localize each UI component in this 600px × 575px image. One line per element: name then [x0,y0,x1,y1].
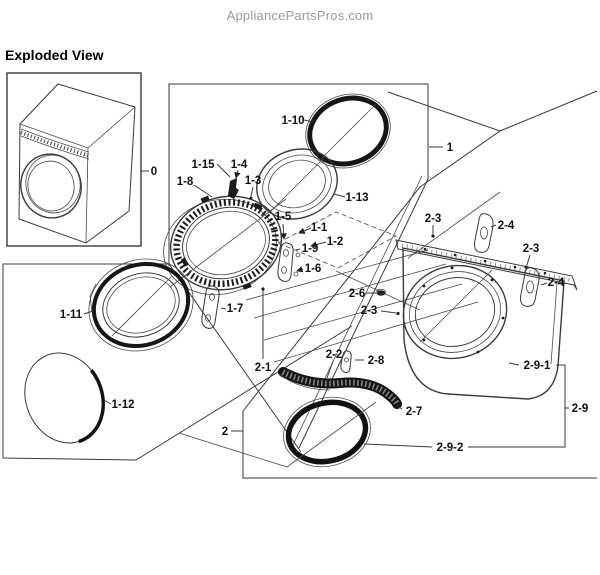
part-label-2-3-a: 2-3 [424,213,442,225]
part-label-1-12: 1-12 [111,399,135,411]
door-glass-1-12 [12,341,117,455]
part-label-1-5: 1-5 [274,211,292,223]
part-label-1-7: 1-7 [226,303,244,315]
part-label-2-3-c: 2-3 [360,305,378,317]
part-label-1-9: 1-9 [301,243,319,255]
zone-2-top-link [388,92,500,131]
part-label-2-1: 2-1 [254,362,272,374]
page-title: Exploded View [5,47,104,63]
appliance-thumbnail [14,84,135,243]
zone-0-box [7,73,141,246]
part-label-2-9-1: 2-9-1 [523,360,551,372]
part-label-1-3: 1-3 [244,175,262,187]
site-header-text: AppliancePartsPros.com [226,8,374,23]
part-label-1-2: 1-2 [326,236,344,248]
part-label-2-7: 2-7 [405,406,423,418]
part-label-1-15: 1-15 [191,159,215,171]
part-label-2-9-2: 2-9-2 [436,442,464,454]
clip-2-8 [341,351,351,373]
vent-grill-2-7 [279,372,397,404]
part-label-2-2: 2-2 [325,349,343,361]
part-label-2: 2 [221,426,229,438]
part-label-2-6: 2-6 [348,288,366,300]
part-label-2-4-a: 2-4 [497,220,515,232]
part-label-1: 1 [446,142,454,154]
door-hinge-part-1-9 [278,243,300,282]
part-label-2-4-b: 2-4 [547,277,565,289]
hinge-bracket-1-7 [202,286,219,329]
door-seal-ring-2-9-2 [179,388,378,475]
part-label-1-10: 1-10 [281,115,305,127]
part-label-1-8: 1-8 [176,176,194,188]
part-label-1-1: 1-1 [310,222,328,234]
front-panel-2-9-1 [393,248,564,399]
part-label-1-13: 1-13 [345,192,369,204]
part-label-1-6: 1-6 [304,263,322,275]
part-label-1-11: 1-11 [59,309,83,321]
part-label-2-3-b: 2-3 [522,243,540,255]
door-frame-1-8 [153,184,292,307]
part-label-2-8: 2-8 [367,355,385,367]
door-glass-ring-1-13 [244,138,347,230]
hinge-2-4-upper [475,214,494,253]
door-trim-ring-1-10 [295,82,400,179]
part-label-0: 0 [150,166,158,178]
part-label-2-9: 2-9 [571,403,589,415]
part-label-1-4: 1-4 [230,159,248,171]
